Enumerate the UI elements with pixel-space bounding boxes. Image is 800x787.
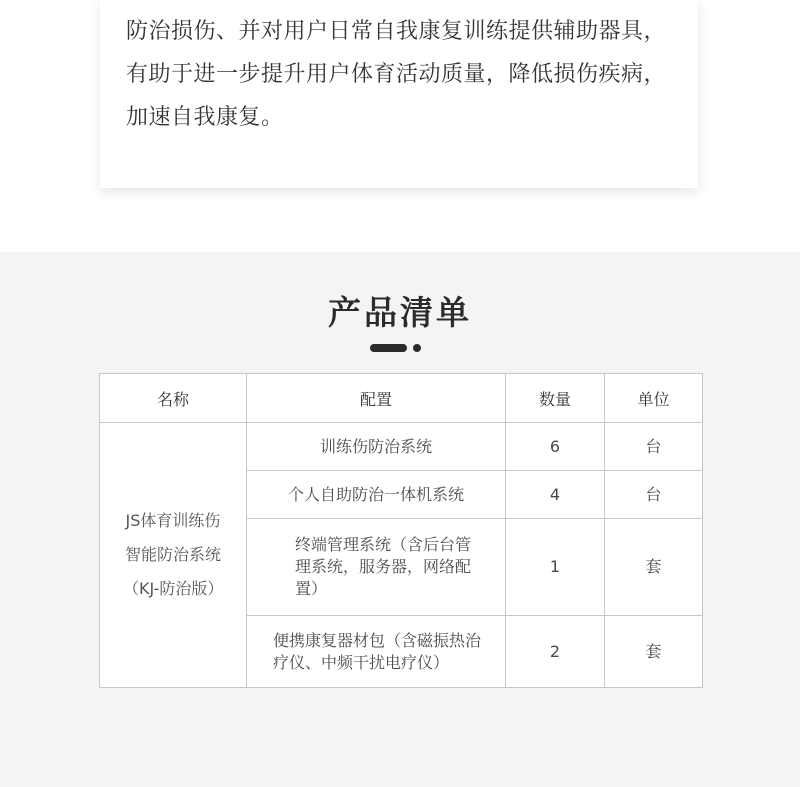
decoration-bar [370,344,407,352]
quantity-cell: 2 [506,616,605,688]
header-name: 名称 [100,374,247,423]
header-unit: 单位 [605,374,703,423]
quantity-cell: 1 [506,519,605,616]
quantity-cell: 6 [506,423,605,471]
intro-card [100,0,698,188]
header-config: 配置 [247,374,506,423]
quantity-cell: 4 [506,471,605,519]
intro-text: 防治损伤、并对用户日常自我康复训练提供辅助器具，有助于进一步提升用户体育活动质量，降低损伤疾病，加速自我康复。 [126,19,667,130]
config-cell: 终端管理系统（含后台管理系统，服务器，网络配置） [247,519,506,616]
product-list-section [0,252,800,787]
config-cell: 便携康复器材包（含磁振热治疗仪、中频干扰电疗仪） [247,616,506,688]
product-table [99,373,703,688]
product-name-cell [100,423,247,688]
unit-cell: 台 [605,423,703,471]
product-name: JS体育训练伤智能防治系统（KJ-防治版） [123,511,224,598]
unit-cell: 台 [605,471,703,519]
title-decoration [370,344,422,352]
table-header-row [100,374,703,423]
config-cell: 训练伤防治系统 [247,423,506,471]
unit-cell: 套 [605,616,703,688]
unit-cell: 套 [605,519,703,616]
header-quantity: 数量 [506,374,605,423]
table-row [100,423,703,471]
section-title: 产品清单 [328,293,472,332]
config-cell: 个人自助防治一体机系统 [247,471,506,519]
decoration-dot [413,344,421,352]
